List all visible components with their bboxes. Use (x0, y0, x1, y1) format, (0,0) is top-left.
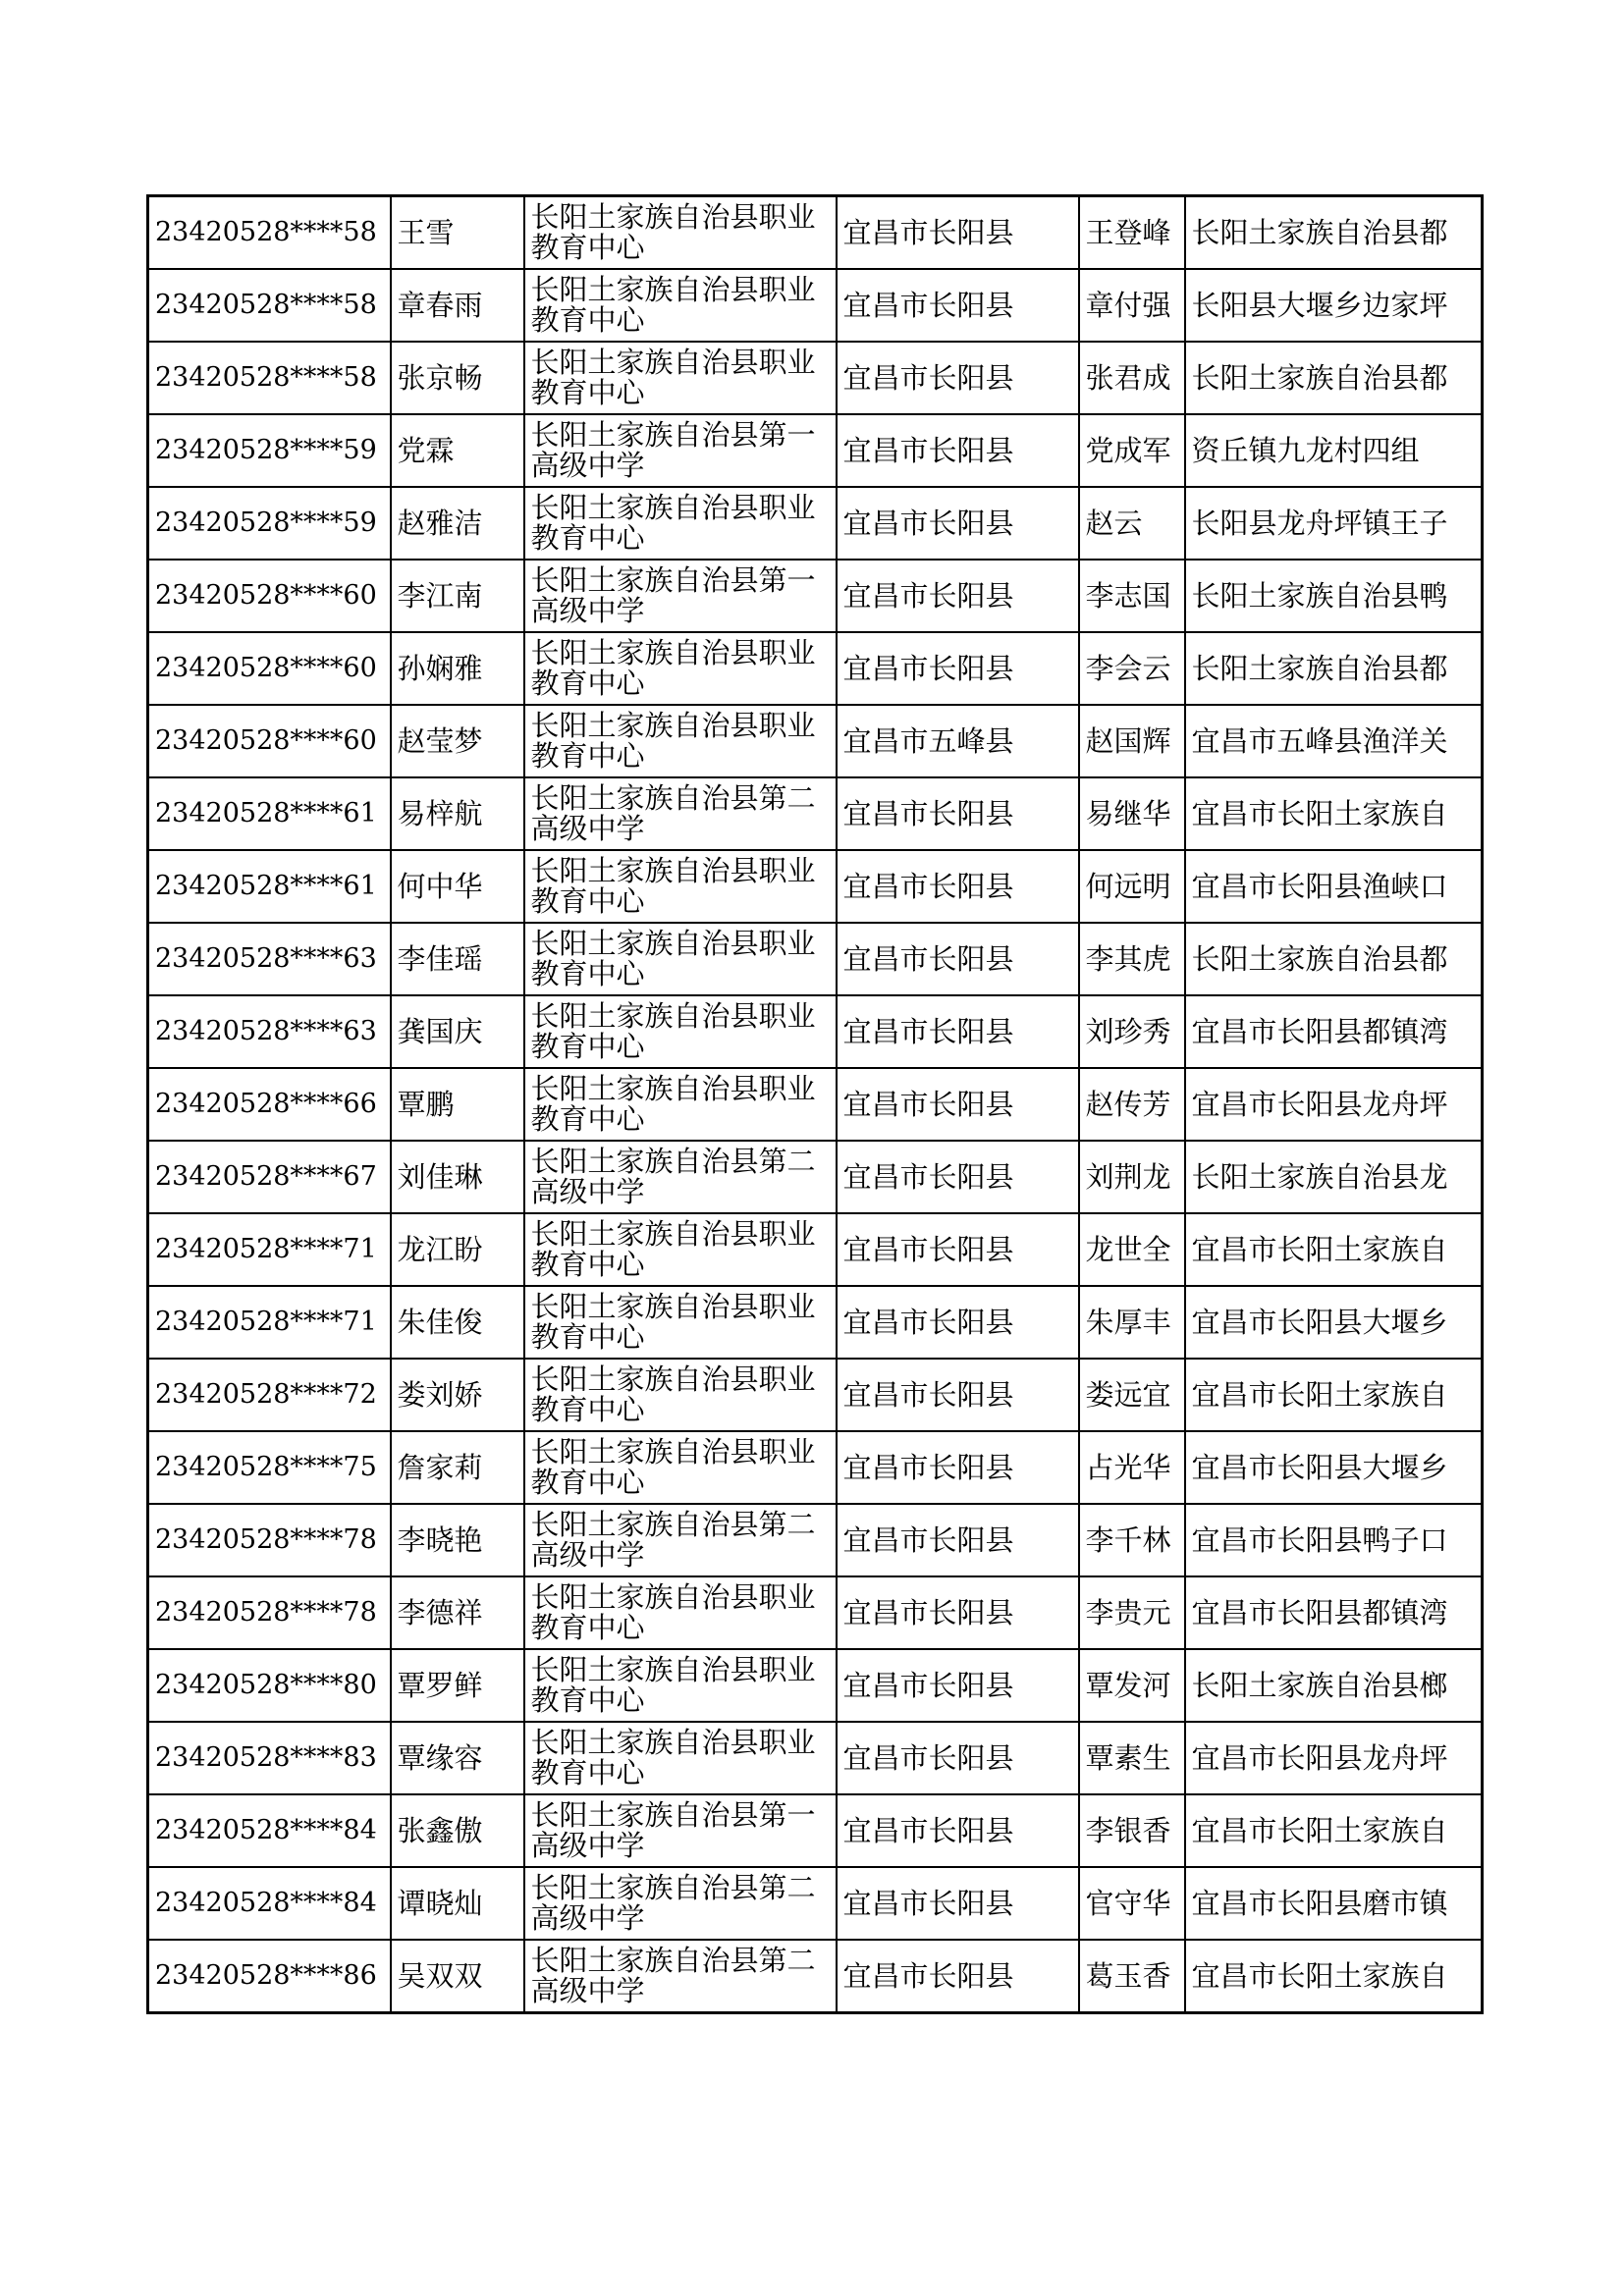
school-cell: 长阳土家族自治县第二高级中学 (524, 1940, 837, 2013)
region-cell: 宜昌市长阳县 (837, 414, 1079, 487)
school-cell: 长阳土家族自治县职业教育中心 (524, 632, 837, 705)
id-number-cell: 23420528****61 (148, 850, 391, 923)
id-number-cell: 23420528****61 (148, 777, 391, 850)
address-cell: 长阳土家族自治县都 (1185, 923, 1483, 995)
guardian-name-cell: 王登峰 (1079, 196, 1185, 270)
guardian-name-cell: 张君成 (1079, 342, 1185, 414)
student-name-cell: 赵莹梦 (391, 705, 524, 777)
guardian-name-cell: 李其虎 (1079, 923, 1185, 995)
table-row (148, 1576, 1483, 1649)
id-number-cell: 23420528****75 (148, 1431, 391, 1504)
table-row (148, 1867, 1483, 1940)
guardian-name-cell: 娄远宜 (1079, 1359, 1185, 1431)
address-cell: 宜昌市长阳土家族自 (1185, 1213, 1483, 1286)
id-number-cell: 23420528****63 (148, 923, 391, 995)
school-cell: 长阳土家族自治县第一高级中学 (524, 414, 837, 487)
id-number-cell: 23420528****59 (148, 487, 391, 560)
table-row (148, 269, 1483, 342)
address-cell: 长阳土家族自治县都 (1185, 632, 1483, 705)
id-number-cell: 23420528****59 (148, 414, 391, 487)
school-cell: 长阳土家族自治县职业教育中心 (524, 342, 837, 414)
guardian-name-cell: 李贵元 (1079, 1576, 1185, 1649)
student-name-cell: 孙娴雅 (391, 632, 524, 705)
school-cell: 长阳土家族自治县职业教育中心 (524, 995, 837, 1068)
school-cell: 长阳土家族自治县职业教育中心 (524, 705, 837, 777)
school-cell: 长阳土家族自治县职业教育中心 (524, 923, 837, 995)
address-cell: 宜昌市长阳县大堰乡 (1185, 1431, 1483, 1504)
address-cell: 长阳县大堰乡边家坪 (1185, 269, 1483, 342)
student-name-cell: 覃罗鲜 (391, 1649, 524, 1722)
table-row (148, 923, 1483, 995)
student-name-cell: 张京畅 (391, 342, 524, 414)
address-cell: 宜昌市长阳县鸭子口 (1185, 1504, 1483, 1576)
region-cell: 宜昌市长阳县 (837, 995, 1079, 1068)
table-row (148, 560, 1483, 632)
guardian-name-cell: 刘珍秀 (1079, 995, 1185, 1068)
region-cell: 宜昌市长阳县 (837, 777, 1079, 850)
student-name-cell: 吴双双 (391, 1940, 524, 2013)
table-row (148, 1068, 1483, 1141)
table-row (148, 1940, 1483, 2013)
student-name-cell: 党霖 (391, 414, 524, 487)
student-name-cell: 刘佳琳 (391, 1141, 524, 1213)
guardian-name-cell: 李银香 (1079, 1794, 1185, 1867)
id-number-cell: 23420528****86 (148, 1940, 391, 2013)
id-number-cell: 23420528****83 (148, 1722, 391, 1794)
roster-body (148, 196, 1483, 2013)
table-row (148, 414, 1483, 487)
guardian-name-cell: 易继华 (1079, 777, 1185, 850)
address-cell: 长阳土家族自治县都 (1185, 196, 1483, 270)
id-number-cell: 23420528****84 (148, 1794, 391, 1867)
id-number-cell: 23420528****78 (148, 1576, 391, 1649)
student-name-cell: 詹家莉 (391, 1431, 524, 1504)
id-number-cell: 23420528****58 (148, 196, 391, 270)
address-cell: 资丘镇九龙村四组 (1185, 414, 1483, 487)
student-name-cell: 龚国庆 (391, 995, 524, 1068)
school-cell: 长阳土家族自治县职业教育中心 (524, 487, 837, 560)
region-cell: 宜昌市长阳县 (837, 1213, 1079, 1286)
school-cell: 长阳土家族自治县第一高级中学 (524, 560, 837, 632)
student-name-cell: 李德祥 (391, 1576, 524, 1649)
school-cell: 长阳土家族自治县职业教育中心 (524, 1431, 837, 1504)
region-cell: 宜昌市长阳县 (837, 1794, 1079, 1867)
region-cell: 宜昌市长阳县 (837, 1431, 1079, 1504)
region-cell: 宜昌市长阳县 (837, 269, 1079, 342)
student-name-cell: 王雪 (391, 196, 524, 270)
region-cell: 宜昌市五峰县 (837, 705, 1079, 777)
address-cell: 宜昌市长阳土家族自 (1185, 1794, 1483, 1867)
school-cell: 长阳土家族自治县职业教育中心 (524, 196, 837, 270)
school-cell: 长阳土家族自治县职业教育中心 (524, 1722, 837, 1794)
student-name-cell: 覃缘容 (391, 1722, 524, 1794)
student-name-cell: 龙江盼 (391, 1213, 524, 1286)
id-number-cell: 23420528****67 (148, 1141, 391, 1213)
student-name-cell: 赵雅洁 (391, 487, 524, 560)
student-roster-table (146, 194, 1484, 2014)
id-number-cell: 23420528****78 (148, 1504, 391, 1576)
address-cell: 宜昌市长阳县龙舟坪 (1185, 1722, 1483, 1794)
region-cell: 宜昌市长阳县 (837, 1576, 1079, 1649)
address-cell: 长阳土家族自治县龙 (1185, 1141, 1483, 1213)
guardian-name-cell: 朱厚丰 (1079, 1286, 1185, 1359)
address-cell: 长阳土家族自治县榔 (1185, 1649, 1483, 1722)
student-name-cell: 李佳瑶 (391, 923, 524, 995)
table-row (148, 1141, 1483, 1213)
school-cell: 长阳土家族自治县第二高级中学 (524, 1141, 837, 1213)
table-row (148, 850, 1483, 923)
guardian-name-cell: 李会云 (1079, 632, 1185, 705)
student-name-cell: 张鑫傲 (391, 1794, 524, 1867)
region-cell: 宜昌市长阳县 (837, 1504, 1079, 1576)
address-cell: 宜昌市五峰县渔洋关 (1185, 705, 1483, 777)
region-cell: 宜昌市长阳县 (837, 560, 1079, 632)
id-number-cell: 23420528****84 (148, 1867, 391, 1940)
guardian-name-cell: 覃发河 (1079, 1649, 1185, 1722)
table-row (148, 705, 1483, 777)
address-cell: 宜昌市长阳县磨市镇 (1185, 1867, 1483, 1940)
table-row (148, 1213, 1483, 1286)
school-cell: 长阳土家族自治县职业教育中心 (524, 1649, 837, 1722)
school-cell: 长阳土家族自治县职业教育中心 (524, 1576, 837, 1649)
table-row (148, 487, 1483, 560)
region-cell: 宜昌市长阳县 (837, 850, 1079, 923)
guardian-name-cell: 占光华 (1079, 1431, 1185, 1504)
student-name-cell: 朱佳俊 (391, 1286, 524, 1359)
table-row (148, 1504, 1483, 1576)
table-row (148, 1722, 1483, 1794)
school-cell: 长阳土家族自治县第一高级中学 (524, 1794, 837, 1867)
guardian-name-cell: 赵传芳 (1079, 1068, 1185, 1141)
guardian-name-cell: 龙世全 (1079, 1213, 1185, 1286)
guardian-name-cell: 覃素生 (1079, 1722, 1185, 1794)
table-row (148, 196, 1483, 270)
school-cell: 长阳土家族自治县第二高级中学 (524, 777, 837, 850)
guardian-name-cell: 赵云 (1079, 487, 1185, 560)
guardian-name-cell: 何远明 (1079, 850, 1185, 923)
school-cell: 长阳土家族自治县第二高级中学 (524, 1504, 837, 1576)
id-number-cell: 23420528****60 (148, 560, 391, 632)
region-cell: 宜昌市长阳县 (837, 1940, 1079, 2013)
region-cell: 宜昌市长阳县 (837, 487, 1079, 560)
address-cell: 长阳土家族自治县都 (1185, 342, 1483, 414)
guardian-name-cell: 刘荆龙 (1079, 1141, 1185, 1213)
guardian-name-cell: 李千林 (1079, 1504, 1185, 1576)
table-row (148, 1286, 1483, 1359)
region-cell: 宜昌市长阳县 (837, 1649, 1079, 1722)
school-cell: 长阳土家族自治县职业教育中心 (524, 1286, 837, 1359)
id-number-cell: 23420528****60 (148, 632, 391, 705)
id-number-cell: 23420528****71 (148, 1286, 391, 1359)
guardian-name-cell: 章付强 (1079, 269, 1185, 342)
id-number-cell: 23420528****58 (148, 342, 391, 414)
student-name-cell: 娄刘娇 (391, 1359, 524, 1431)
guardian-name-cell: 党成军 (1079, 414, 1185, 487)
address-cell: 长阳土家族自治县鸭 (1185, 560, 1483, 632)
id-number-cell: 23420528****71 (148, 1213, 391, 1286)
guardian-name-cell: 赵国辉 (1079, 705, 1185, 777)
student-name-cell: 李江南 (391, 560, 524, 632)
student-name-cell: 李晓艳 (391, 1504, 524, 1576)
region-cell: 宜昌市长阳县 (837, 1359, 1079, 1431)
address-cell: 宜昌市长阳县都镇湾 (1185, 1576, 1483, 1649)
student-name-cell: 何中华 (391, 850, 524, 923)
school-cell: 长阳土家族自治县职业教育中心 (524, 850, 837, 923)
region-cell: 宜昌市长阳县 (837, 1867, 1079, 1940)
id-number-cell: 23420528****63 (148, 995, 391, 1068)
school-cell: 长阳土家族自治县职业教育中心 (524, 1359, 837, 1431)
table-row (148, 995, 1483, 1068)
table-row (148, 777, 1483, 850)
region-cell: 宜昌市长阳县 (837, 1068, 1079, 1141)
id-number-cell: 23420528****58 (148, 269, 391, 342)
region-cell: 宜昌市长阳县 (837, 1141, 1079, 1213)
school-cell: 长阳土家族自治县第二高级中学 (524, 1867, 837, 1940)
id-number-cell: 23420528****72 (148, 1359, 391, 1431)
region-cell: 宜昌市长阳县 (837, 632, 1079, 705)
student-name-cell: 章春雨 (391, 269, 524, 342)
address-cell: 宜昌市长阳县大堰乡 (1185, 1286, 1483, 1359)
region-cell: 宜昌市长阳县 (837, 196, 1079, 270)
address-cell: 宜昌市长阳县渔峡口 (1185, 850, 1483, 923)
school-cell: 长阳土家族自治县职业教育中心 (524, 1213, 837, 1286)
student-name-cell: 易梓航 (391, 777, 524, 850)
address-cell: 宜昌市长阳县都镇湾 (1185, 995, 1483, 1068)
region-cell: 宜昌市长阳县 (837, 923, 1079, 995)
guardian-name-cell: 葛玉香 (1079, 1940, 1185, 2013)
address-cell: 长阳县龙舟坪镇王子 (1185, 487, 1483, 560)
address-cell: 宜昌市长阳土家族自 (1185, 777, 1483, 850)
school-cell: 长阳土家族自治县职业教育中心 (524, 269, 837, 342)
table-row (148, 1794, 1483, 1867)
school-cell: 长阳土家族自治县职业教育中心 (524, 1068, 837, 1141)
id-number-cell: 23420528****66 (148, 1068, 391, 1141)
guardian-name-cell: 李志国 (1079, 560, 1185, 632)
id-number-cell: 23420528****80 (148, 1649, 391, 1722)
region-cell: 宜昌市长阳县 (837, 1286, 1079, 1359)
guardian-name-cell: 官守华 (1079, 1867, 1185, 1940)
table-row (148, 1649, 1483, 1722)
table-row (148, 342, 1483, 414)
table-row (148, 632, 1483, 705)
address-cell: 宜昌市长阳县龙舟坪 (1185, 1068, 1483, 1141)
table-row (148, 1431, 1483, 1504)
address-cell: 宜昌市长阳土家族自 (1185, 1359, 1483, 1431)
student-name-cell: 覃鹏 (391, 1068, 524, 1141)
address-cell: 宜昌市长阳土家族自 (1185, 1940, 1483, 2013)
id-number-cell: 23420528****60 (148, 705, 391, 777)
region-cell: 宜昌市长阳县 (837, 342, 1079, 414)
student-name-cell: 谭晓灿 (391, 1867, 524, 1940)
table-row (148, 1359, 1483, 1431)
region-cell: 宜昌市长阳县 (837, 1722, 1079, 1794)
